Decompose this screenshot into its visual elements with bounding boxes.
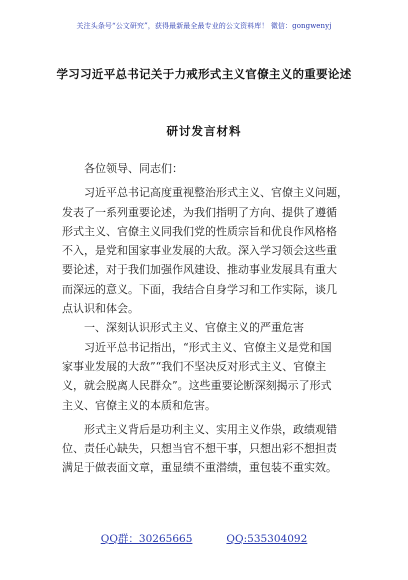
paragraph-line: 发表了一系列重要论述，为我们指明了方向、提供了遵循 <box>62 205 337 219</box>
paragraph-line: 习近平总书记指出，“形式主义、官僚主义是党和国 <box>84 340 332 354</box>
section-heading: 一、深刻认识形式主义、官僚主义的严重危害 <box>84 321 304 335</box>
paragraph-line: 义，就会脱离人民群众”。这些重要论断深刻揭示了形式 <box>62 379 332 393</box>
paragraph-1 <box>62 183 362 318</box>
paragraph-line: 形式主义背后是功利主义、实用主义作祟，政绩观错 <box>84 422 337 436</box>
paragraph-line: 而深远的意义。下面，我结合自身学习和工作实际，谈几 <box>62 282 337 296</box>
paragraph-line: 不入，是党和国家事业发展的大敌。深入学习领会这些重 <box>62 244 337 258</box>
greeting: 各位领导、同志们： <box>84 162 183 175</box>
footer-contact <box>0 531 408 546</box>
paragraph-line: 要论述，对于我们加强作风建设、推动事业发展具有重大 <box>62 263 337 277</box>
paragraph-line: 形式主义、官僚主义同我们党的性质宗旨和优良作风格格 <box>62 224 337 238</box>
paragraph-line: 主义、官僚主义的本质和危害。 <box>62 398 216 412</box>
document-body <box>62 159 362 478</box>
qq-group-link[interactable]: QQ群：30265665 <box>100 533 193 545</box>
paragraph-3 <box>62 420 362 478</box>
qq-link[interactable]: QQ:535304092 <box>226 533 308 545</box>
header-banner: 关注头条号“公文研究”，获得最新最全最专业的公文资料库！ 微信：gongwenyj <box>76 22 332 30</box>
paragraph-line: 家事业发展的大敌”“我们不坚决反对形式主义、官僚主 <box>62 359 327 373</box>
paragraph-line: 满足于做表面文章，重显绩不重潜绩，重包装不重实效。 <box>62 461 337 475</box>
document-title: 学习习近平总书记关于力戒形式主义官僚主义的重要论述 <box>56 67 352 81</box>
paragraph-line: 点认识和体会。 <box>62 302 139 316</box>
paragraph-line: 习近平总书记高度重视整治形式主义、官僚主义问题， <box>84 186 348 200</box>
document-subtitle: 研讨发言材料 <box>166 124 242 138</box>
paragraph-line: 位、责任心缺失，只想当官不想干事，只想出彩不想担责 <box>62 442 337 456</box>
paragraph-2 <box>62 338 362 415</box>
